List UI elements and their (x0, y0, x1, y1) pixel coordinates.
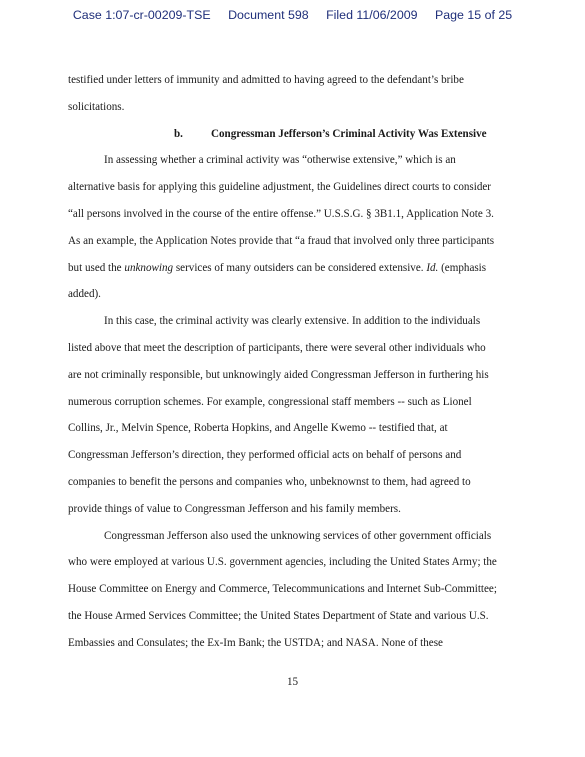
document-number: Document 598 (228, 8, 309, 22)
paragraph-line: Congressman Jefferson’s direction, they performed official acts on behalf of persons and (68, 449, 462, 462)
paragraph-line: are not criminally responsible, but unknowingly aided Congressman Jefferson in furthering his (68, 368, 489, 381)
section-title: Congressman Jefferson’s Criminal Activity Was Extensive (211, 127, 487, 140)
paragraph-line: “all persons involved in the course of the entire offense.” U.S.S.G. § 3B1.1, Application Note 3. (68, 207, 494, 220)
continuation-line: testified under letters of immunity and admitted to having agreed to the defendant’s bribe (68, 74, 464, 86)
case-number: Case 1:07-cr-00209-TSE (72, 8, 211, 22)
emphasized-word: unknowing (124, 261, 174, 274)
text-run: but used the (68, 261, 125, 274)
paragraph-line: added). (68, 288, 101, 301)
section-heading (68, 121, 523, 148)
paragraph-line: In assessing whether a criminal activity was “otherwise extensive,” which is an (104, 154, 456, 167)
paragraph-line: provide things of value to Congressman Jefferson and his family members. (68, 502, 401, 515)
paragraph-line: Collins, Jr., Melvin Spence, Roberta Hopkins, and Angelle Kwemo -- testified that, at (68, 422, 448, 435)
paragraph-line: House Committee on Energy and Commerce, Telecommunications and Internet Sub-Committee; (68, 583, 497, 596)
continuation-line: solicitations. (68, 100, 125, 113)
paragraph-line (68, 255, 523, 282)
section-letter: b. (174, 127, 183, 140)
ecf-header (0, 8, 585, 22)
filed-date: Filed 11/06/2009 (326, 8, 418, 22)
paragraph-line: alternative basis for applying this guideline adjustment, the Guidelines direct courts to consider (68, 181, 491, 194)
text-run: (emphasis (438, 261, 487, 274)
page-count: Page 15 of 25 (434, 8, 513, 22)
text-run: services of many outsiders can be considered extensive. (173, 261, 427, 274)
page-number: 15 (286, 676, 299, 688)
paragraph-line: In this case, the criminal activity was clearly extensive. In addition to the individuals (104, 315, 481, 328)
paragraph-line: As an example, the Application Notes provide that “a fraud that involved only three participants (68, 234, 495, 247)
paragraph-line: listed above that meet the description of participants, there were several other individuals who (68, 341, 486, 354)
paragraph-line: numerous corruption schemes. For example, congressional staff members -- such as Lionel (68, 395, 472, 408)
paragraph-line: who were employed at various U.S. government agencies, including the United States Army; the (68, 556, 497, 569)
paragraph-line: companies to benefit the persons and companies who, unbeknownst to them, had agreed to (68, 475, 471, 488)
citation: Id. (426, 261, 439, 274)
paragraph-line: Congressman Jefferson also used the unknowing services of other government officials (104, 529, 492, 542)
paragraph-line: Embassies and Consulates; the Ex-Im Bank; the USTDA; and NASA. None of these (68, 636, 443, 649)
paragraph-line: the House Armed Services Committee; the United States Department of State and various U.S. (68, 609, 489, 622)
document-body (68, 67, 523, 657)
